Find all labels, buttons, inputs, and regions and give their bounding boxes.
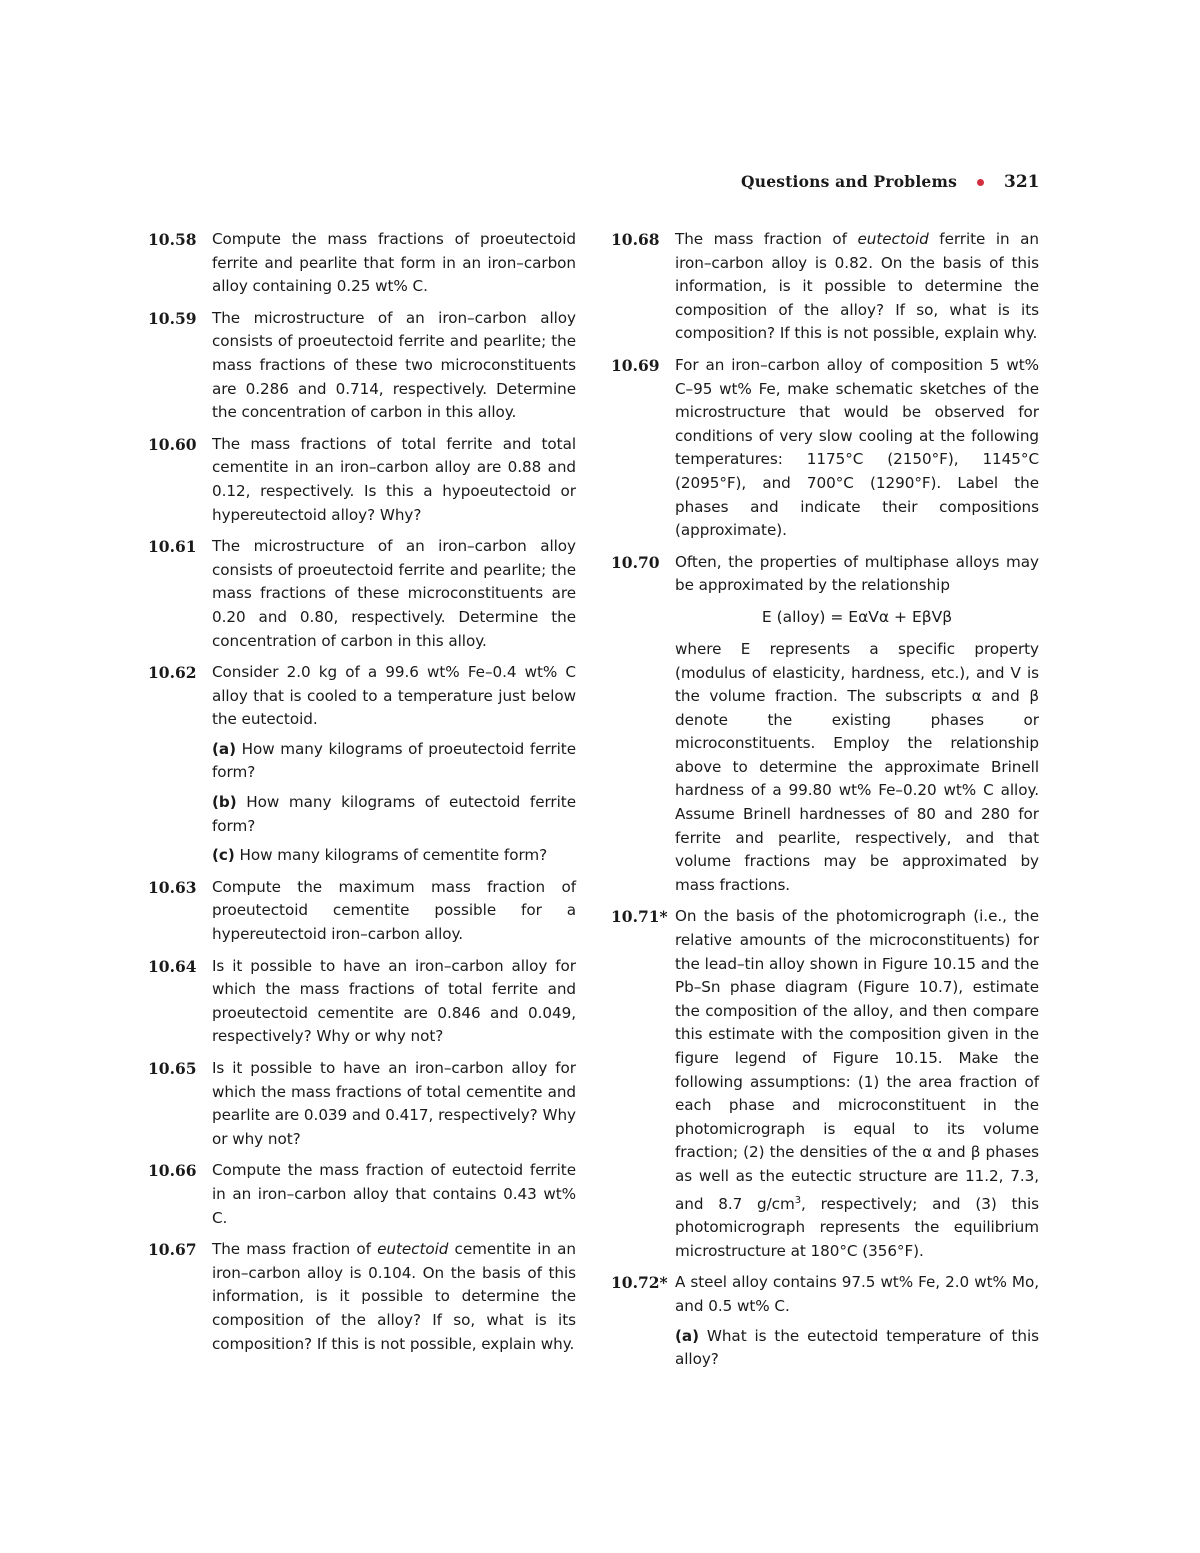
problem-number: 10.62 xyxy=(148,663,197,683)
problem-10-65 xyxy=(148,1057,576,1151)
problem-text: Consider 2.0 kg of a 99.6 wt% Fe–0.4 wt% C alloy that is cooled to a temperature just below the eutectoid. xyxy=(212,663,576,729)
problem-number: 10.61 xyxy=(148,537,197,557)
sub-label: (b) xyxy=(212,793,237,812)
problem-10-68 xyxy=(611,228,1039,346)
problem-10-63 xyxy=(148,876,576,947)
sub-text: How many kilograms of proeutectoid ferrite form? xyxy=(212,739,577,782)
problem-text: Compute the mass fractions of proeutectoid ferrite and pearlite that form in an iron–carbon alloy containing 0.25 wt% C. xyxy=(212,230,576,296)
problem-number: 10.64 xyxy=(148,956,197,976)
sub-question-a xyxy=(675,1325,1039,1372)
sub-text: What is the eutectoid temperature of this alloy? xyxy=(675,1326,1040,1369)
problem-10-71 xyxy=(611,905,1039,1263)
problem-number: 10.60 xyxy=(148,434,197,454)
equation: E (alloy) = EαVα + EβVβ xyxy=(761,607,953,626)
left-column xyxy=(148,228,576,1364)
bullet-icon xyxy=(977,179,984,186)
problem-10-72 xyxy=(611,1271,1039,1371)
problem-text: The microstructure of an iron–carbon alloy consists of proeutectoid ferrite and pearlite; the mass fractions of these microconstituents are 0.20 and 0.80, respectively. Determine the concentration of carbon in this alloy. xyxy=(212,537,576,650)
sub-label: (a) xyxy=(212,739,236,758)
sub-question-a xyxy=(212,738,576,785)
sub-question-c xyxy=(212,844,576,868)
problem-text: Is it possible to have an iron–carbon alloy for which the mass fractions of total ferrite and proeutectoid cementite are 0.846 and 0.049, respectively? Why or why not? xyxy=(212,956,576,1046)
problem-text: The microstructure of an iron–carbon alloy consists of proeutectoid ferrite and pearlite; the mass fractions of these two microconstituents are 0.286 and 0.714, respectively. Determine the concentration of carbon in this alloy. xyxy=(212,308,576,422)
problem-10-60 xyxy=(148,433,576,527)
problem-number: 10.65 xyxy=(148,1059,197,1078)
sub-label: (a) xyxy=(675,1326,699,1345)
problem-text: The mass fraction of eutectoid cementite in an iron–carbon alloy is 0.104. On the basis of this information, is it possible to determine the composition of the alloy? If so, what is its composition? If this is not possible, explain why. xyxy=(212,1240,576,1353)
problem-10-58 xyxy=(148,228,576,299)
sub-question-b xyxy=(212,791,576,838)
sub-label: (c) xyxy=(212,846,235,865)
problem-number: 10.59 xyxy=(148,308,197,328)
problem-10-70 xyxy=(611,551,1039,898)
sub-text: How many kilograms of cementite form? xyxy=(239,846,548,865)
problem-10-69 xyxy=(611,354,1039,543)
page-number: 321 xyxy=(1004,172,1040,192)
superscript: 3 xyxy=(794,1194,802,1206)
problem-text: On the basis of the photomicrograph (i.e., the relative amounts of the microconstituents) for the lead–tin alloy shown in Figure 10.15 and the Pb–Sn phase diagram (Figure 10.7), estimate the composition of the alloy, and then compare this estimate with the composition given in the figure legend of Figure 10.15. Make the following assumptions: (1) the area fraction of each phase and microconstituent in the photomicrograph is equal to its volume fraction; (2) the densities of the α and β phases as well as the eutectic structure are 11.2, 7.3, and 8.7 $g/cm^3$, respectively; and (3) this photomicrograph represents the equilibrium microstructure at 180°C (356°F). xyxy=(675,907,1039,1260)
problem-10-61 xyxy=(148,535,576,653)
italic-term: eutectoid xyxy=(377,1240,449,1259)
problem-number: 10.71* xyxy=(611,907,668,927)
problem-text: Compute the maximum mass fraction of proeutectoid cementite possible for a hypereutectoid iron–carbon alloy. xyxy=(212,877,576,944)
problem-text: The mass fraction of eutectoid ferrite in an iron–carbon alloy is 0.82. On the basis of this information, is it possible to determine the composition of the alloy? If so, what is its composition? If this is not possible, explain why. xyxy=(675,230,1039,343)
right-column xyxy=(611,228,1039,1380)
italic-term: eutectoid xyxy=(857,230,929,248)
problem-text: Often, the properties of multiphase alloys may be approximated by the relationship xyxy=(675,552,1039,595)
problem-text: For an iron–carbon alloy of composition 5 wt% C–95 wt% Fe, make schematic sketches of the microstructure that would be observed for conditions of very slow cooling at the following temperatures: 1175°C (2150°F), 1145°C (2095°F), and 700°C (1290°F). Label the phases and indicate their compositions (approximate). xyxy=(675,355,1039,540)
problem-10-67 xyxy=(148,1238,576,1356)
problem-number: 10.67 xyxy=(148,1240,197,1260)
problem-text: A steel alloy contains 97.5 wt% Fe, 2.0 wt% Mo, and 0.5 wt% C. xyxy=(675,1273,1039,1315)
problem-number: 10.58 xyxy=(148,230,197,249)
problem-10-66 xyxy=(148,1159,576,1230)
problem-number: 10.70 xyxy=(611,552,660,572)
problem-10-59 xyxy=(148,307,576,425)
problem-text: Is it possible to have an iron–carbon alloy for which the mass fractions of total cementite and pearlite are 0.039 and 0.417, respectively? Why or why not? xyxy=(212,1059,576,1148)
page-header xyxy=(0,172,1200,196)
problem-number: 10.72* xyxy=(611,1273,668,1293)
sub-text: How many kilograms of eutectoid ferrite form? xyxy=(212,793,576,835)
running-head-title: Questions and Problems xyxy=(741,172,957,191)
problem-number: 10.63 xyxy=(148,877,197,897)
problem-number: 10.66 xyxy=(148,1161,197,1181)
problem-number: 10.69 xyxy=(611,355,660,375)
problem-text-continued: where E represents a specific property (modulus of elasticity, hardness, etc.), and V is the volume fraction. The subscripts α and β denote the existing phases or microconstituents. Employ the relationship above to determine the approximate Brinell hardness of a 99.80 wt% Fe–0.20 wt% C alloy. Assume Brinell hardnesses of 80 and 280 for ferrite and pearlite, respectively, and that volume fractions may be approximated by mass fractions. xyxy=(675,639,1039,894)
problem-10-64 xyxy=(148,955,576,1049)
problem-text: The mass fractions of total ferrite and total cementite in an iron–carbon alloy are 0.88 and 0.12, respectively. Is this a hypoeutectoid or hypereutectoid alloy? Why? xyxy=(212,434,576,524)
problem-number: 10.68 xyxy=(611,230,660,249)
problem-text: Compute the mass fraction of eutectoid ferrite in an iron–carbon alloy that contains 0.43 wt% C. xyxy=(212,1161,576,1227)
problem-10-62 xyxy=(148,661,576,868)
